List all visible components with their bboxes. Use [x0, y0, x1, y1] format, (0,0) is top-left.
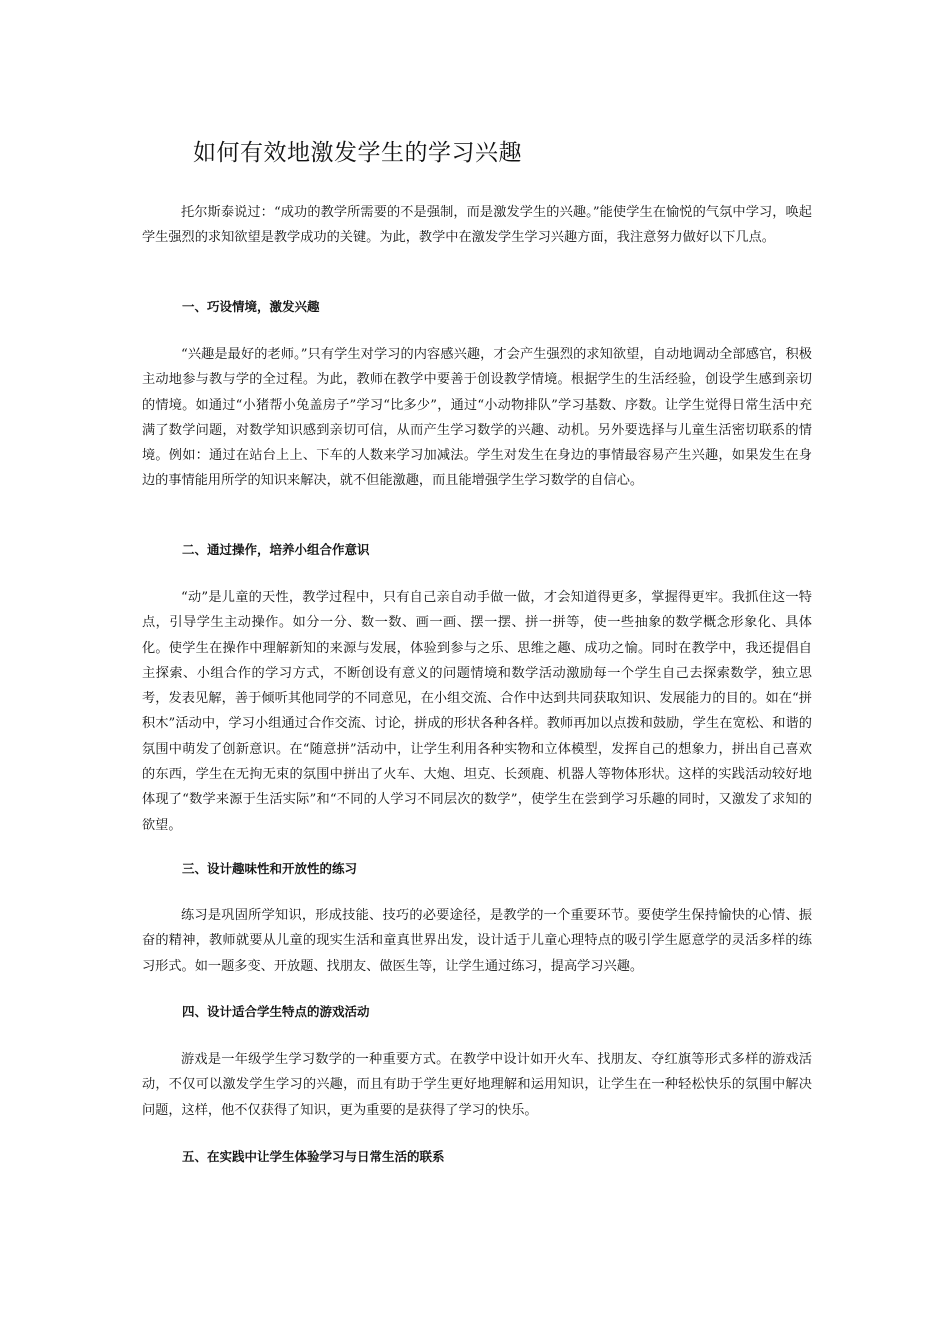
section-heading-4: 四、设计适合学生特点的游戏活动 — [182, 1004, 370, 1019]
document-title: 如何有效地激发学生的学习兴趣 — [193, 140, 522, 166]
section-body-2: “动”是儿童的天性，教学过程中，只有自己亲自动手做一做，才会知道得更多，掌握得更牢。我抓住这一特点，引导学生主动操作。如分一分、数一数、画一画、摆一摆、拼一拼等，使一些抽象的数学概念形象化、具体化。使学生在操作中理解新知的来源与发展，体验到参与之乐、思维之趣、成功之愉。同时在教学中，我还提倡自主探索、小组合作的学习方式，不断创设有意义的问题情境和数学活动激励每一个学生自己去探索数学，独立思考，发表见解，善于倾听其他同学的不同意见，在小组交流、合作中达到共同获取知识、发展能力的目的。如在“拼积木”活动中，学习小组通过合作交流、讨论，拼成的形状各种各样。教师再加以点拨和鼓励，学生在宽松、和谐的氛围中萌发了创新意识。在“随意拼”活动中，让学生利用各种实物和立体模型，发挥自己的想象力，拼出自己喜欢的东西，学生在无拘无束的氛围中拼出了火车、大炮、坦克、长颈鹿、机器人等物体形状。这样的实践活动较好地体现了“数学来源于生活实际”和“不同的人学习不同层次的数学”，使学生在尝到学习乐趣的同时，又激发了求知的欲望。 — [142, 590, 812, 833]
section-heading-3: 三、设计趣味性和开放性的练习 — [182, 861, 358, 876]
section-body-3: 练习是巩固所学知识，形成技能、技巧的必要途径，是教学的一个重要环节。要使学生保持愉快的心情、振奋的精神，教师就要从儿童的现实生活和童真世界出发，设计适于儿童心理特点的吸引学生愿意学的灵活多样的练习形式。如一题多变、开放题、找朋友、做医生等，让学生通过练习，提高学习兴趣。 — [142, 908, 812, 974]
section-heading-5: 五、在实践中让学生体验学习与日常生活的联系 — [182, 1149, 445, 1164]
intro-paragraph: 托尔斯泰说过：“成功的教学所需要的不是强制，而是激发学生的兴趣。”能使学生在愉悦的气氛中学习，唤起学生强烈的求知欲望是教学成功的关键。为此，教学中在激发学生学习兴趣方面，我注意努力做好以下几点。 — [142, 205, 812, 246]
section-body-1: “兴趣是最好的老师。”只有学生对学习的内容感兴趣，才会产生强烈的求知欲望，自动地调动全部感官，积极主动地参与教与学的全过程。为此，教师在教学中要善于创设教学情境。根据学生的生活经验，创设学生感到亲切的情境。如通过“小猪帮小兔盖房子”学习“比多少”，通过“小动物排队”学习基数、序数。让学生觉得日常生活中充满了数学问题，对数学知识感到亲切可信，从而产生学习数学的兴趣、动机。另外要选择与儿童生活密切联系的情境。例如：通过在站台上上、下车的人数来学习加减法。学生对发生在身边的事情最容易产生兴趣，如果发生在身边的事情能用所学的知识来解决，就不但能激趣，而且能增强学生学习数学的自信心。 — [142, 347, 812, 489]
section-heading-1: 一、巧设情境，激发兴趣 — [182, 299, 320, 314]
section-body-4: 游戏是一年级学生学习数学的一种重要方式。在教学中设计如开火车、找朋友、夺红旗等形式多样的游戏活动，不仅可以激发学生学习的兴趣，而且有助于学生更好地理解和运用知识，让学生在一种轻松快乐的氛围中解决问题，这样，他不仅获得了知识，更为重要的是获得了学习的快乐。 — [142, 1052, 812, 1118]
section-heading-2: 二、通过操作，培养小组合作意识 — [182, 542, 370, 557]
